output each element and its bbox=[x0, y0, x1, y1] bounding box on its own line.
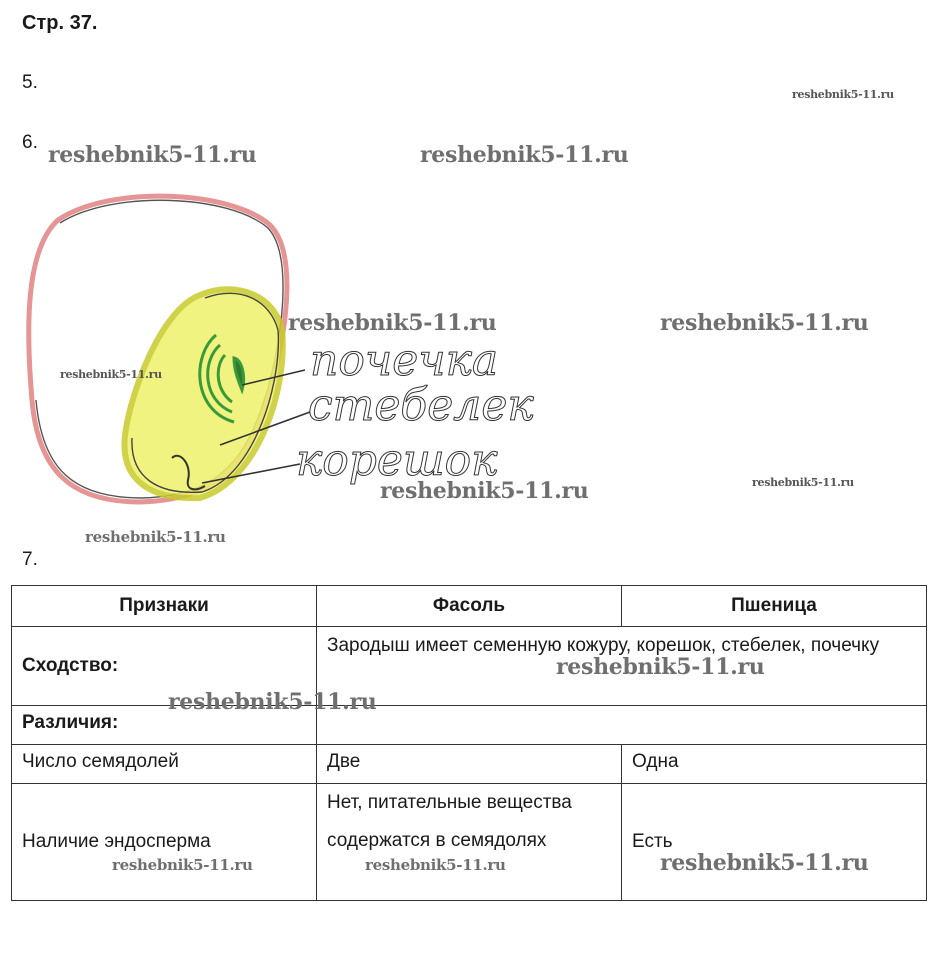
watermark: reshebnik5-11.ru bbox=[660, 310, 869, 336]
table-row-differences bbox=[12, 706, 927, 745]
question-6-number: 6. bbox=[22, 132, 38, 153]
table-row-similarity bbox=[12, 627, 927, 706]
watermark: reshebnik5-11.ru bbox=[380, 478, 589, 504]
similarity-label: Сходство: bbox=[12, 627, 317, 706]
watermark: reshebnik5-11.ru bbox=[112, 856, 253, 874]
watermark: reshebnik5-11.ru bbox=[60, 368, 162, 381]
watermark: reshebnik5-11.ru bbox=[556, 654, 765, 680]
watermark: reshebnik5-11.ru bbox=[85, 528, 226, 546]
cell-feature: Число семядолей bbox=[12, 745, 317, 784]
watermark: reshebnik5-11.ru bbox=[365, 856, 506, 874]
table-row bbox=[12, 745, 927, 784]
page-title: Стр. 37. bbox=[22, 12, 98, 34]
watermark: reshebnik5-11.ru bbox=[288, 310, 497, 336]
watermark: reshebnik5-11.ru bbox=[168, 689, 377, 715]
label-bud: почечка bbox=[310, 335, 499, 386]
watermark: reshebnik5-11.ru bbox=[660, 850, 869, 876]
cell-wheat: Есть bbox=[622, 784, 927, 901]
table-header-row bbox=[12, 586, 927, 627]
header-bean: Фасоль bbox=[317, 586, 622, 627]
question-7-number: 7. bbox=[22, 549, 38, 570]
header-wheat: Пшеница bbox=[622, 586, 927, 627]
watermark: reshebnik5-11.ru bbox=[792, 88, 894, 101]
cell-bean: Нет, питательные вещества содержатся в семядолях bbox=[317, 784, 622, 901]
watermark: reshebnik5-11.ru bbox=[420, 142, 629, 168]
header-features: Признаки bbox=[12, 586, 317, 627]
question-5-number: 5. bbox=[22, 72, 38, 93]
differences-label: Различия: bbox=[12, 706, 317, 745]
table-row bbox=[12, 784, 927, 901]
seed-embryo-drawing bbox=[20, 180, 540, 510]
watermark: reshebnik5-11.ru bbox=[48, 142, 257, 168]
differences-empty bbox=[317, 706, 927, 745]
label-root: корешок bbox=[296, 435, 498, 486]
label-stem: стебелек bbox=[308, 380, 534, 431]
cell-wheat: Одна bbox=[622, 745, 927, 784]
cell-feature: Наличие эндосперма bbox=[12, 784, 317, 901]
watermark: reshebnik5-11.ru bbox=[752, 476, 854, 489]
similarity-text: Зародыш имеет семенную кожуру, корешок, стебелек, почечку bbox=[317, 627, 927, 706]
cell-bean: Две bbox=[317, 745, 622, 784]
